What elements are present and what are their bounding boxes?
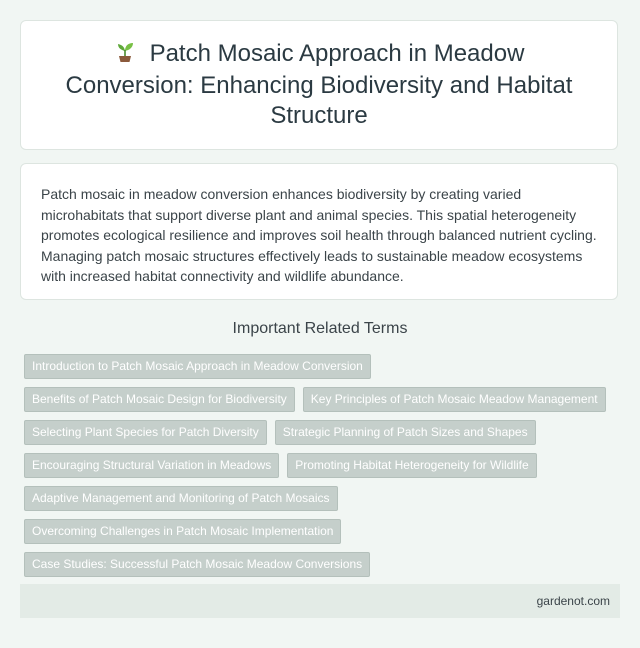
sprout-icon <box>114 39 136 71</box>
page-title <box>59 39 579 131</box>
summary-card <box>20 163 618 300</box>
tag-row <box>24 420 620 445</box>
tag-row <box>24 453 620 478</box>
term-tag[interactable]: Key Principles of Patch Mosaic Meadow Management <box>303 387 606 412</box>
footer-site[interactable]: gardenot.com <box>536 594 610 608</box>
footer <box>20 584 620 618</box>
term-tag[interactable]: Benefits of Patch Mosaic Design for Biodiversity <box>24 387 295 412</box>
tag-row <box>24 387 620 412</box>
tag-row <box>24 519 620 544</box>
term-tag[interactable]: Strategic Planning of Patch Sizes and Shapes <box>275 420 536 445</box>
term-tag[interactable]: Overcoming Challenges in Patch Mosaic Implementation <box>24 519 341 544</box>
tag-row <box>24 552 620 577</box>
summary-text: Patch mosaic in meadow conversion enhances biodiversity by creating varied microhabitats that support diverse plant and animal species. This spatial heterogeneity promotes ecological resilience and improves soil health through balanced nutrient cycling. Managing patch mosaic structures effectively leads to sustainable meadow ecosystems with increased habitat connectivity and wildlife abundance. <box>41 186 597 284</box>
term-tag[interactable]: Promoting Habitat Heterogeneity for Wildlife <box>287 453 536 478</box>
term-tag[interactable]: Case Studies: Successful Patch Mosaic Meadow Conversions <box>24 552 370 577</box>
tag-row <box>24 486 620 511</box>
term-tag[interactable]: Selecting Plant Species for Patch Diversity <box>24 420 267 445</box>
term-tag[interactable]: Introduction to Patch Mosaic Approach in Meadow Conversion <box>24 354 371 379</box>
term-tag[interactable]: Encouraging Structural Variation in Meadows <box>24 453 279 478</box>
terms-heading: Important Related Terms <box>232 320 408 337</box>
tag-row <box>24 354 620 379</box>
term-tag[interactable]: Adaptive Management and Monitoring of Patch Mosaics <box>24 486 338 511</box>
page-title-text: Patch Mosaic Approach in Meadow Conversion: Enhancing Biodiversity and Habitat Structure <box>65 40 573 129</box>
title-card <box>20 20 618 150</box>
related-terms-list <box>20 352 620 585</box>
